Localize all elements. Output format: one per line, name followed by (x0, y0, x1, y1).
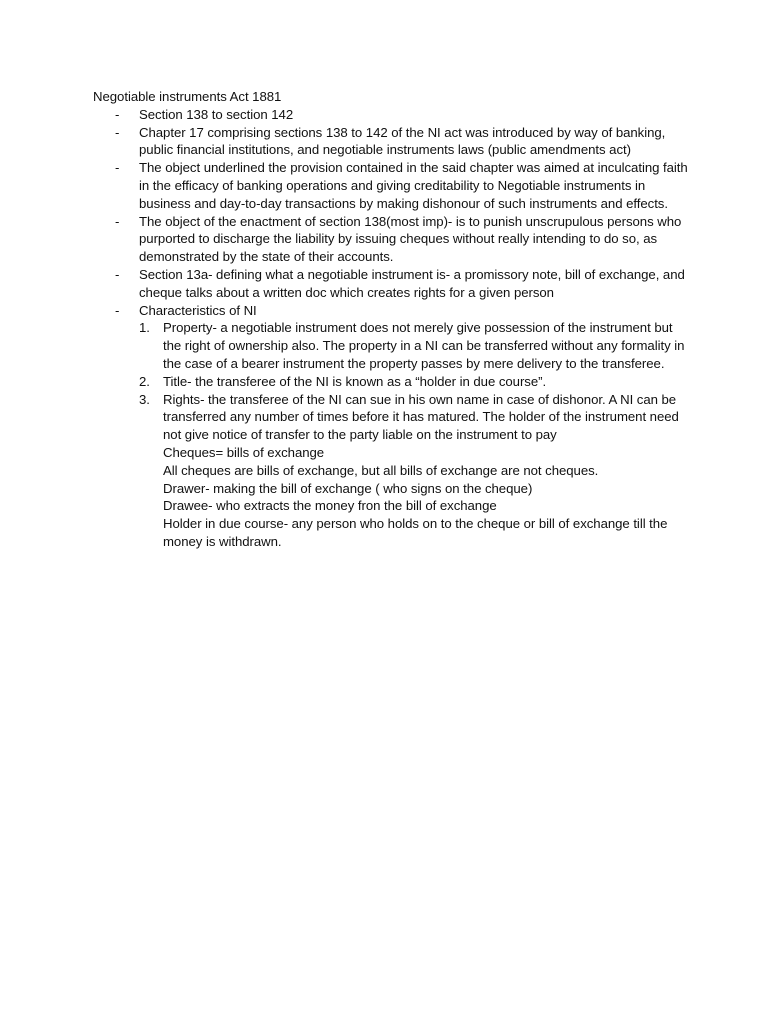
note-line: Drawer- making the bill of exchange ( who signs on the cheque) (163, 480, 533, 496)
list-number: 1. (139, 320, 150, 336)
characteristic-item-rights (139, 391, 693, 444)
characteristic-item-title (139, 373, 693, 391)
bullet-dash: - (115, 302, 120, 318)
bullet-item-object-chapter (93, 159, 693, 212)
bullet-dash: - (115, 266, 120, 282)
bullet-item-sections (93, 106, 693, 124)
note-line: All cheques are bills of exchange, but all bills of exchange are not cheques. (163, 462, 599, 478)
bullet-item-chapter-17 (93, 124, 693, 160)
bullet-item-characteristics (93, 302, 693, 551)
main-bullet-list (93, 106, 693, 551)
characteristic-text: Property- a negotiable instrument does not merely give possession of the instrument but the right of ownership also. The property in a NI can be transferred without any formality in the case of a bearer instrument the property passes by mere delivery to the transferee. (163, 320, 685, 371)
document-title: Negotiable instruments Act 1881 (93, 89, 282, 104)
characteristic-text: Rights- the transferee of the NI can sue in his own name in case of dishonor. A NI can be transferred any number of times before it has matured. The holder of the instrument need not give notice of transfer to the party liable on the instrument to pay (163, 391, 679, 443)
bullet-item-section-13a (93, 266, 693, 302)
list-number: 3. (139, 391, 150, 407)
bullet-text: The object underlined the provision contained in the said chapter was aimed at inculcating faith in the efficacy of banking operations and giving creditability to Negotiable instruments in business and day-to-day transactions by making dishonour of such instruments and effects. (139, 160, 688, 211)
characteristics-list (139, 319, 693, 444)
characteristic-item-property (139, 319, 693, 372)
bullet-dash: - (115, 124, 120, 140)
characteristic-text: Title- the transferee of the NI is known as a “holder in due course”. (163, 373, 547, 389)
note-line: Cheques= bills of exchange (163, 444, 325, 460)
bullet-text: Section 13a- defining what a negotiable instrument is- a promissory note, bill of exchange, and cheque talks about a written doc which creates rights for a given person (139, 266, 685, 300)
note-line: Drawee- who extracts the money fron the bill of exchange (163, 498, 497, 514)
notes-block (139, 444, 693, 551)
list-number: 2. (139, 373, 150, 389)
document-body (93, 88, 693, 551)
bullet-dash: - (115, 106, 120, 122)
bullet-text: Section 138 to section 142 (139, 106, 294, 122)
bullet-text: Characteristics of NI (139, 302, 257, 318)
bullet-dash: - (115, 160, 120, 176)
bullet-dash: - (115, 213, 120, 229)
bullet-item-object-section-138 (93, 213, 693, 266)
bullet-text: Chapter 17 comprising sections 138 to 142 of the NI act was introduced by way of banking, public financial institutions, and negotiable instruments laws (public amendments act) (139, 124, 666, 158)
note-line: Holder in due course- any person who holds on to the cheque or bill of exchange till the money is withdrawn. (163, 516, 668, 549)
bullet-text: The object of the enactment of section 138(most imp)- is to punish unscrupulous persons who purported to discharge the liability by issuing cheques without really intending to do so, as demonstrated by the state of their accounts. (139, 213, 682, 265)
